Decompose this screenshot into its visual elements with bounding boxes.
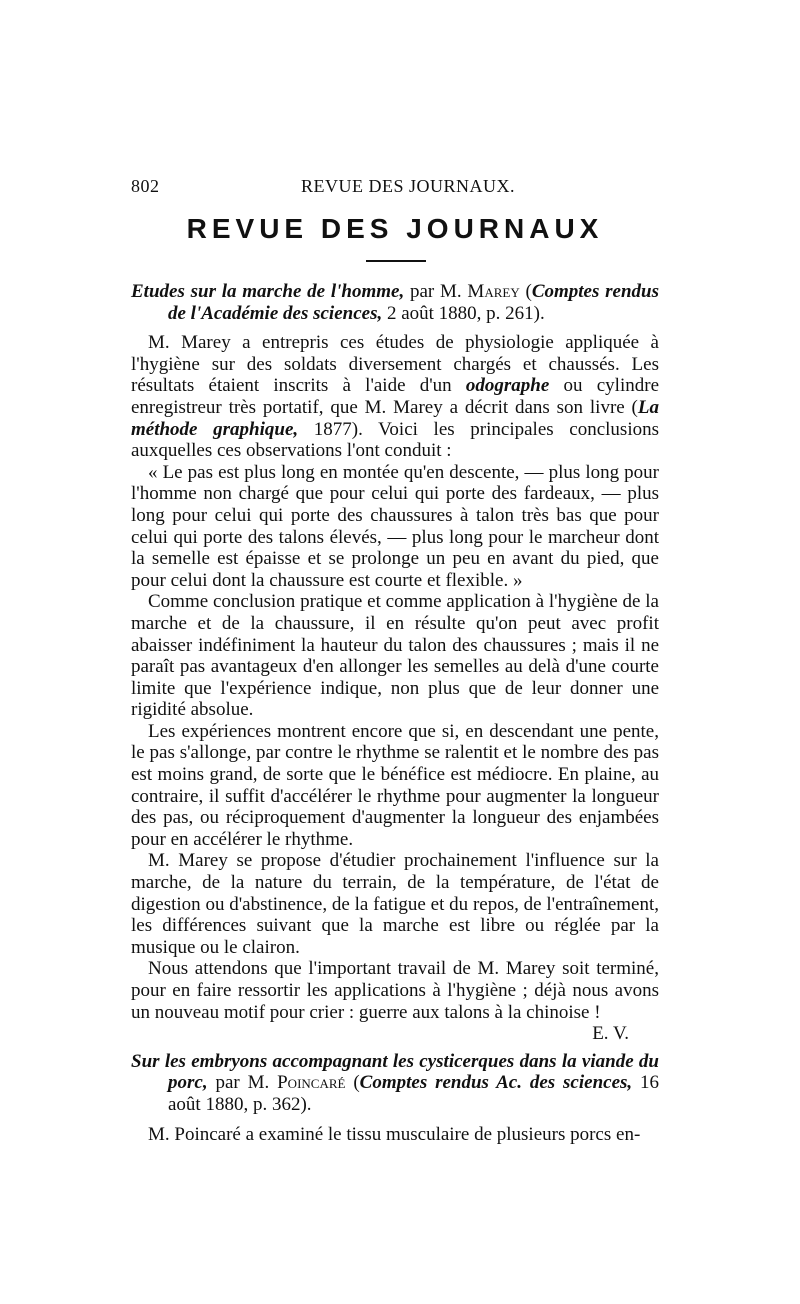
paragraph: « Le pas est plus long en montée qu'en descente, — plus long pour l'homme non chargé que pour celui qui porte des fardeaux, — plus long pour celui qui porte des chaussures à talon très bas que pour celui qui porte des talons élevés, — plus long pour le marcheur dont la semelle est épaisse et se prolonge un peu en avant du pied, que pour celui dont la chaussure est courte et flexible. »	[131, 461, 659, 591]
paragraph: M. Poincaré a examiné le tissu musculaire de plusieurs porcs en-	[148, 1123, 641, 1145]
paragraph-text: M. Marey a entrepris ces études de physiologie appliquée à l'hygiène sur des soldats diversement chargés et chaussés. Les résultats étaient inscrits à l'aide d'un	[131, 332, 659, 397]
article-date: 2 août 1880, p. 261).	[386, 302, 545, 324]
article-source: Comptes rendus Ac. des sciences,	[359, 1072, 633, 1094]
article-heading: Etudes sur la marche de l'homme, par M. Marey (Comptes rendus de l'Académie des sciences, 2 août 1880, p. 261).	[131, 281, 659, 324]
title-rule	[366, 260, 426, 262]
article-author-prefix: par M.	[409, 281, 462, 302]
book-title: La méthode graphique,	[131, 396, 659, 440]
article-title: Sur les embryons accompagnant les cysticerques dans la viande du porc,	[131, 1050, 659, 1094]
page-body	[131, 281, 659, 1145]
paragraph: M. Marey se propose d'étudier prochainement l'influence sur la marche, de la nature du terrain, de la température, de l'état de digestion ou d'abstinence, de la fatigue et du repos, de l'entraînement, les différences suivant que la marche est libre ou réglée par la musique ou le clairon.	[131, 850, 659, 958]
paragraph: Les expériences montrent encore que si, en descendant une pente, le pas s'allonge, par contre le rhythme se ralentit et le nombre des pas est moins grand, de sorte que le bénéfice est médiocre. En plaine, au contraire, il suffit d'accélérer le rhythme pour augmenter la longueur des pas, ou réciproquement d'augmenter la longueur des enjambées pour en accélérer le rhythme.	[131, 720, 659, 850]
article-author-prefix: par M.	[215, 1072, 270, 1094]
article-heading: Sur les embryons accompagnant les cysticerques dans la viande du porc, par M. Poincaré (Comptes rendus Ac. des sciences, 16 août 1880, p. 362).	[131, 1050, 660, 1115]
running-head-title: REVUE DES JOURNAUX.	[301, 176, 516, 196]
article-title: Etudes sur la marche de l'homme,	[131, 281, 405, 302]
paragraph-text: 1877). Voici les principales conclusions auxquelles ces observations l'ont conduit :	[131, 418, 659, 462]
paragraph: Nous attendons que l'important travail de M. Marey soit terminé, pour en faire ressortir les applications à l'hygiène ; déjà nous avons un nouveau motif pour crier : guerre aux talons à la chinoise !	[131, 958, 659, 1023]
paragraph-text: ou cylindre enregistreur très portatif, que M. Marey a décrit dans son livre (	[131, 375, 660, 418]
article-author: Poincaré	[277, 1072, 346, 1094]
article-source: Comptes rendus de l'Académie des sciences,	[168, 281, 659, 324]
article-author: Marey	[467, 281, 520, 302]
page-number: 802	[131, 176, 160, 196]
paragraph: Comme conclusion pratique et comme application à l'hygiène de la marche et de la chaussure, il en résulte qu'on peut avec profit abaisser indéfiniment la hauteur du talon des chaussures ; mais il ne paraît pas avantageux d'en allonger les semelles au delà d'une courte limite que l'expérience indique, non plus que de leur donner une rigidité absolue.	[131, 591, 659, 721]
paragraph	[131, 332, 659, 462]
section-title: REVUE DES JOURNAUX	[186, 213, 604, 244]
signature: E. V.	[592, 1023, 629, 1045]
article-date: 16 août 1880, p. 362).	[168, 1072, 660, 1115]
paragraph-term: odographe	[465, 375, 550, 397]
